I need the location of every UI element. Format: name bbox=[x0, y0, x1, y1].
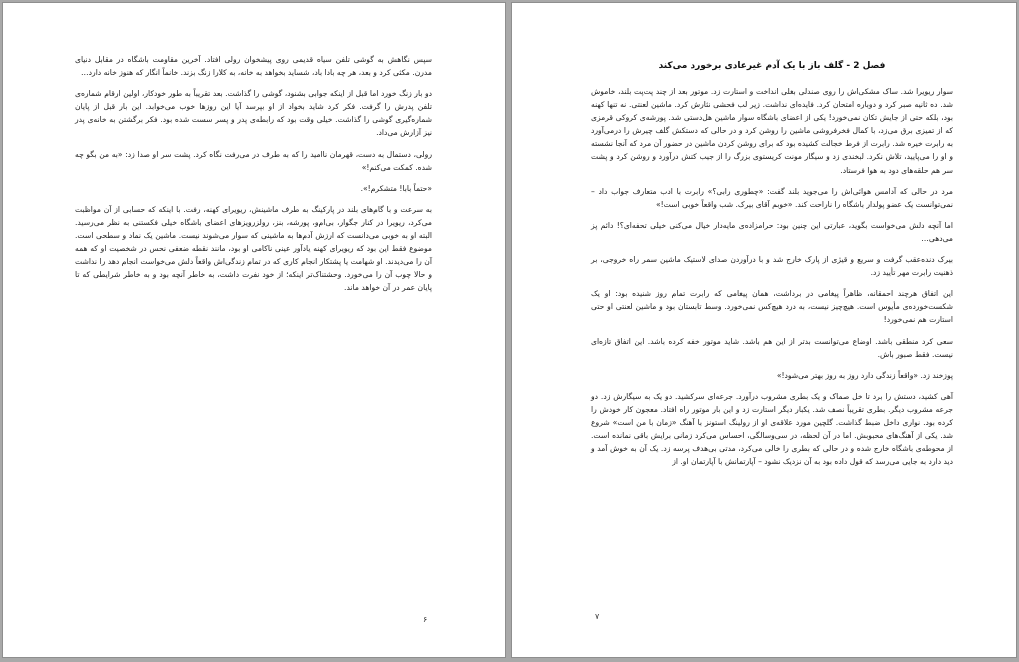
paragraph: سعی کرد منطقی باشد. اوضاع می‌توانست بدتر از این هم باشد. شاید موتور خفه کرده باشد. این اتفاق تازه‌ای نیست. فقط صبور باش. bbox=[591, 336, 953, 359]
chapter-title: فصل 2 - گلف باز با یک آدم غیرعادی برخورد می‌کند bbox=[658, 61, 886, 71]
paragraph: سپس نگاهش به گوشی تلفن سیاه قدیمی روی پیشخوان رولی افتاد. آخرین مقاومت باشگاه در مقابل دنیای مدرن. مکثی کرد و بعد، هر چه بادا باد، شساید بخواهد به خانه، به کلارا زنگ بزند. خانماً انگار که هنوز خانه دارد… bbox=[75, 55, 432, 78]
paragraph: به سرعت و با گام‌های بلند در پارکینگ به طرف ماشینش، ریویرای کهنه، رفت. با اینکه که حسابی از آن مواظبت می‌کرد، ریویرا در کنار جگوار، بی‌ام‌و، پورشه، بنز، رولزرویزهای اعضای باشگاه خیلی فکستنی به نظر می‌رسید. البته او به خوبی می‌دانست که ارزش آدم‌ها به ماشینی که سوار می‌شوند نیست. ماشین یک نماد و سطحی است. موضوع فقط این بود که ریویرای کهنه یادآور عینی ناکامی او بود، مانند نقطه ضعفی نحس در شخصیت او که همه آن را می‌دیدند. او شهامت یا پشتکار انجام کاری که در تمام زندگی‌اش واقعاً دلش می‌خواست انجام دهد را نداشت و حالا چوب آن را می‌خورد. وحشتناک‌تر اینکه؛ از خود نفرت داشت، به خاطر آنچه بود و به خاطر شرایطی که تا پایان عمر در آن خواهد ماند. bbox=[75, 204, 432, 293]
page-number: ۶ bbox=[423, 615, 428, 624]
paragraph: مرد در حالی که آدامس هوائی‌اش را می‌جوید بلند گفت: «چطوری رابی؟» رابرت با ادب متعارف جواب داد – نمی‌توانست یک عضو پولدار باشگاه را ناراحت کند. «خوبم آقای بیرک. شب واقعاً خوبی است!» bbox=[591, 186, 953, 209]
paragraph: این اتفاق هرچند احمقانه، ظاهراً پیغامی در برداشت، همان پیغامی که رابرت تمام روز شنیده بود: او یک شکست‌خورده‌ی مأیوس است. هیچ‌چیز نیست، به درد هیچ‌کس نمی‌خورد. وسط تابستان بود و ماشین لعنتی او حتی استارت هم نمی‌خورد! bbox=[591, 289, 953, 325]
page-number: ۷ bbox=[595, 612, 600, 621]
paragraph: اما آنچه دلش می‌خواست بگوید، عبارتی این چنین بود: حرامزاده‌ی مایه‌دار خیال می‌کنی خیلی تحفه‌ای؟! دائم پز می‌دهی… bbox=[591, 220, 953, 243]
left-page bbox=[2, 2, 506, 658]
right-page-text bbox=[591, 59, 953, 476]
paragraph: «حتماً بابا! متشکرم!». bbox=[360, 183, 432, 193]
left-page-text bbox=[75, 53, 432, 303]
paragraph: پوزخند زد. «واقعاً زندگی دارد روز به روز بهتر می‌شود!» bbox=[776, 370, 953, 380]
paragraph: رولی، دستمال به دست، قهرمان ناامید را که به طرف در می‌رفت نگاه کرد. پشت سر او صدا زد: «به من بگو چه شده. کمکت می‌کنم!» bbox=[75, 149, 432, 172]
paragraph: آهی کشید، دستش را برد تا خل صماک و یک بطری مشروب درآورد. جرعه‌ای سرکشید. دو یک به سیگارش زد. دو جرعه مشروب دیگر. بطری تقریباً نصف شد. یکبار دیگر استارت زد و این بار موتور راه افتاد. معجون کار خودش را کرده بود. نواری داخل ضبط گذاشت. گلچین مورد علاقه‌ی او از رولینگ استونز با آهنگ «زمان با من است» شروع شد. یکی از آهنگ‌های محبوبش. اما در آن لحظه، در سی‌وسالگی، احساس می‌کرد زمانی برایش باقی نمانده است. از محوطه‌ی باشگاه خارج شده و در حالی که بطری را خالی می‌کرد، مدتی بی‌هدف پرسه زد. یک آن به خوش آمد و دید دارد به جایی می‌رسد که قول داده بود به آن نزدیک نشود – آپارتمانش با آپارتمان او. از bbox=[591, 391, 953, 467]
paragraph: سوار ریویرا شد. ساک مشکی‌اش را روی صندلی بغلی انداخت و استارت زد. موتور بعد از چند پت‌پت بلند، خاموش شد. ده ثانیه صبر کرد و دوباره امتحان کرد. فایده‌ای نداشت. زیر لب فحشی نثارش کرد. ماشین لعنتی. نه تنها کهنه بود، بلکه حتی از جایش تکان نمی‌خورد! یکی از اعضای باشگاه سوار ماشین هل‌دستی شد. پورشه‌ی کروکی قرمزی که از تمیزی برق می‌زد، با کمال فخرفروشی ماشین را روشن کرد و در حالی که دستکش گلف چیرش را درمی‌آورد به رابرت خیره شد. رابرت از فرط خجالت کشیده بود که برای روشن کردن ماشین در حضور آن مرد که آنجا نشسته و او را می‌پایید، تلاش نکرد. لبخندی زد و سیگار مونت کریستوی بزرگ را از جیب کتش درآورد و روشن کرد و پشت سر هم حلقه‌های دود به هوا فرستاد. bbox=[591, 87, 953, 175]
right-page bbox=[511, 2, 1017, 658]
paragraph: دو بار زنگ خورد اما قبل از اینکه جوابی بشنود، گوشی را گذاشت. بعد تقریباً به طور خودکار، اولین ارقام شماره‌ی تلفن پدرش را گرفت. فکر کرد شاید بخواد از او بپرسد آیا این روزها خوب می‌خوابد. این بار قبل از پایان شماره‌گیری گوشی را گذاشت. خیلی وقت بود که رابطه‌ی پدر و پسر سست شده بود. فکر برگشتن به خانه‌ی پدر نیز آزارش می‌داد. bbox=[75, 89, 432, 138]
paragraph: بیرک دنده‌عقب گرفت و سریع و قیژی از پارک خارج شد و با درآوردن صدای لاستیک ماشین سمر راه خروجی، بر ذهنیت رابرت مهر تأیید زد. bbox=[591, 255, 953, 278]
